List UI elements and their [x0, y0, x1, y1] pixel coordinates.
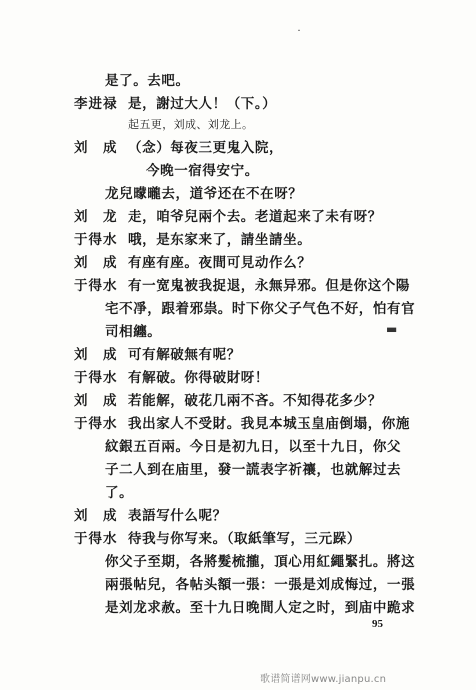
speaker-name: 于得水	[74, 278, 118, 294]
line-text: （念）每夜三更鬼入院，	[128, 140, 284, 156]
speaker-name: 刘 成	[74, 393, 118, 409]
line-text: 待我与你写来。（取紙筆写，三元跺）	[128, 531, 361, 547]
line-text: 是，謝过大人！（下。）	[128, 96, 277, 112]
line-text: 有座有座。夜間可見动作么？	[128, 255, 312, 271]
scan-speck: ▬	[386, 322, 398, 336]
line-text: 子二人到在庙里，發一謊表字祈禳，也就解过去	[105, 462, 402, 478]
site-watermark: 歌谱简谱网www.jianpu.cn	[260, 674, 387, 685]
line-text: 是了。去吧。	[105, 73, 190, 89]
page-number: 95	[372, 618, 383, 630]
speaker-name: 于得水	[74, 531, 118, 547]
line-text: 今晚一宿得安宁。	[146, 163, 259, 179]
line-text: 我出家人不受財。我見本城玉皇庙倒塌，你施	[128, 416, 410, 432]
speaker-name: 刘 成	[74, 347, 118, 363]
speaker-name: 刘 成	[74, 140, 118, 156]
line-text: 走，咱爷兒兩个去。老道起来了未有呀？	[128, 209, 382, 225]
line-text: 哦，是东家来了，請坐請坐。	[128, 232, 312, 248]
line-text: 若能解，破花几兩不吝。不知得花多少？	[128, 393, 382, 409]
line-text: 有解破。你得破財呀！	[128, 370, 269, 386]
speaker-name: 于得水	[74, 232, 118, 248]
line-text: 可有解破無有呢？	[128, 347, 241, 363]
line-text: 宅不凈，跟着邪祟。时下你父子气色不好，怕有官	[105, 301, 416, 317]
line-text: 了。	[105, 485, 134, 501]
speaker-name: 刘 成	[74, 508, 118, 524]
line-text: 你父子至期，各將髮梳攏，頂心用紅繩緊扎。將这	[105, 554, 416, 570]
line-text: 有一宽鬼被我捉退，永無异邪。但是你这个陽	[128, 278, 410, 294]
line-text: 紋銀五百兩。今日是初九日，以至十九日，你父	[105, 439, 402, 455]
line-text: 司相纏。	[105, 324, 162, 340]
speaker-name: 李进禄	[74, 96, 118, 112]
speaker-name: 于得水	[74, 370, 118, 386]
speaker-name: 于得水	[74, 416, 118, 432]
line-text: 表語写什么呢？	[128, 508, 227, 524]
line-text: 兩張帖兒，各帖头額一張：一張是刘成悔过，一張	[105, 577, 416, 593]
scan-speck: ˙	[296, 28, 302, 42]
speaker-name: 刘 成	[74, 255, 118, 271]
stage-direction-text: 起五更，刘成、刘龙上。	[128, 118, 254, 131]
line-text: 是刘龙求赦。至十九日晚間人定之时，到庙中跪求	[105, 600, 416, 616]
speaker-name: 刘 龙	[74, 209, 118, 225]
line-text: 龙兒曚曨去，道爷还在不在呀？	[105, 186, 303, 202]
